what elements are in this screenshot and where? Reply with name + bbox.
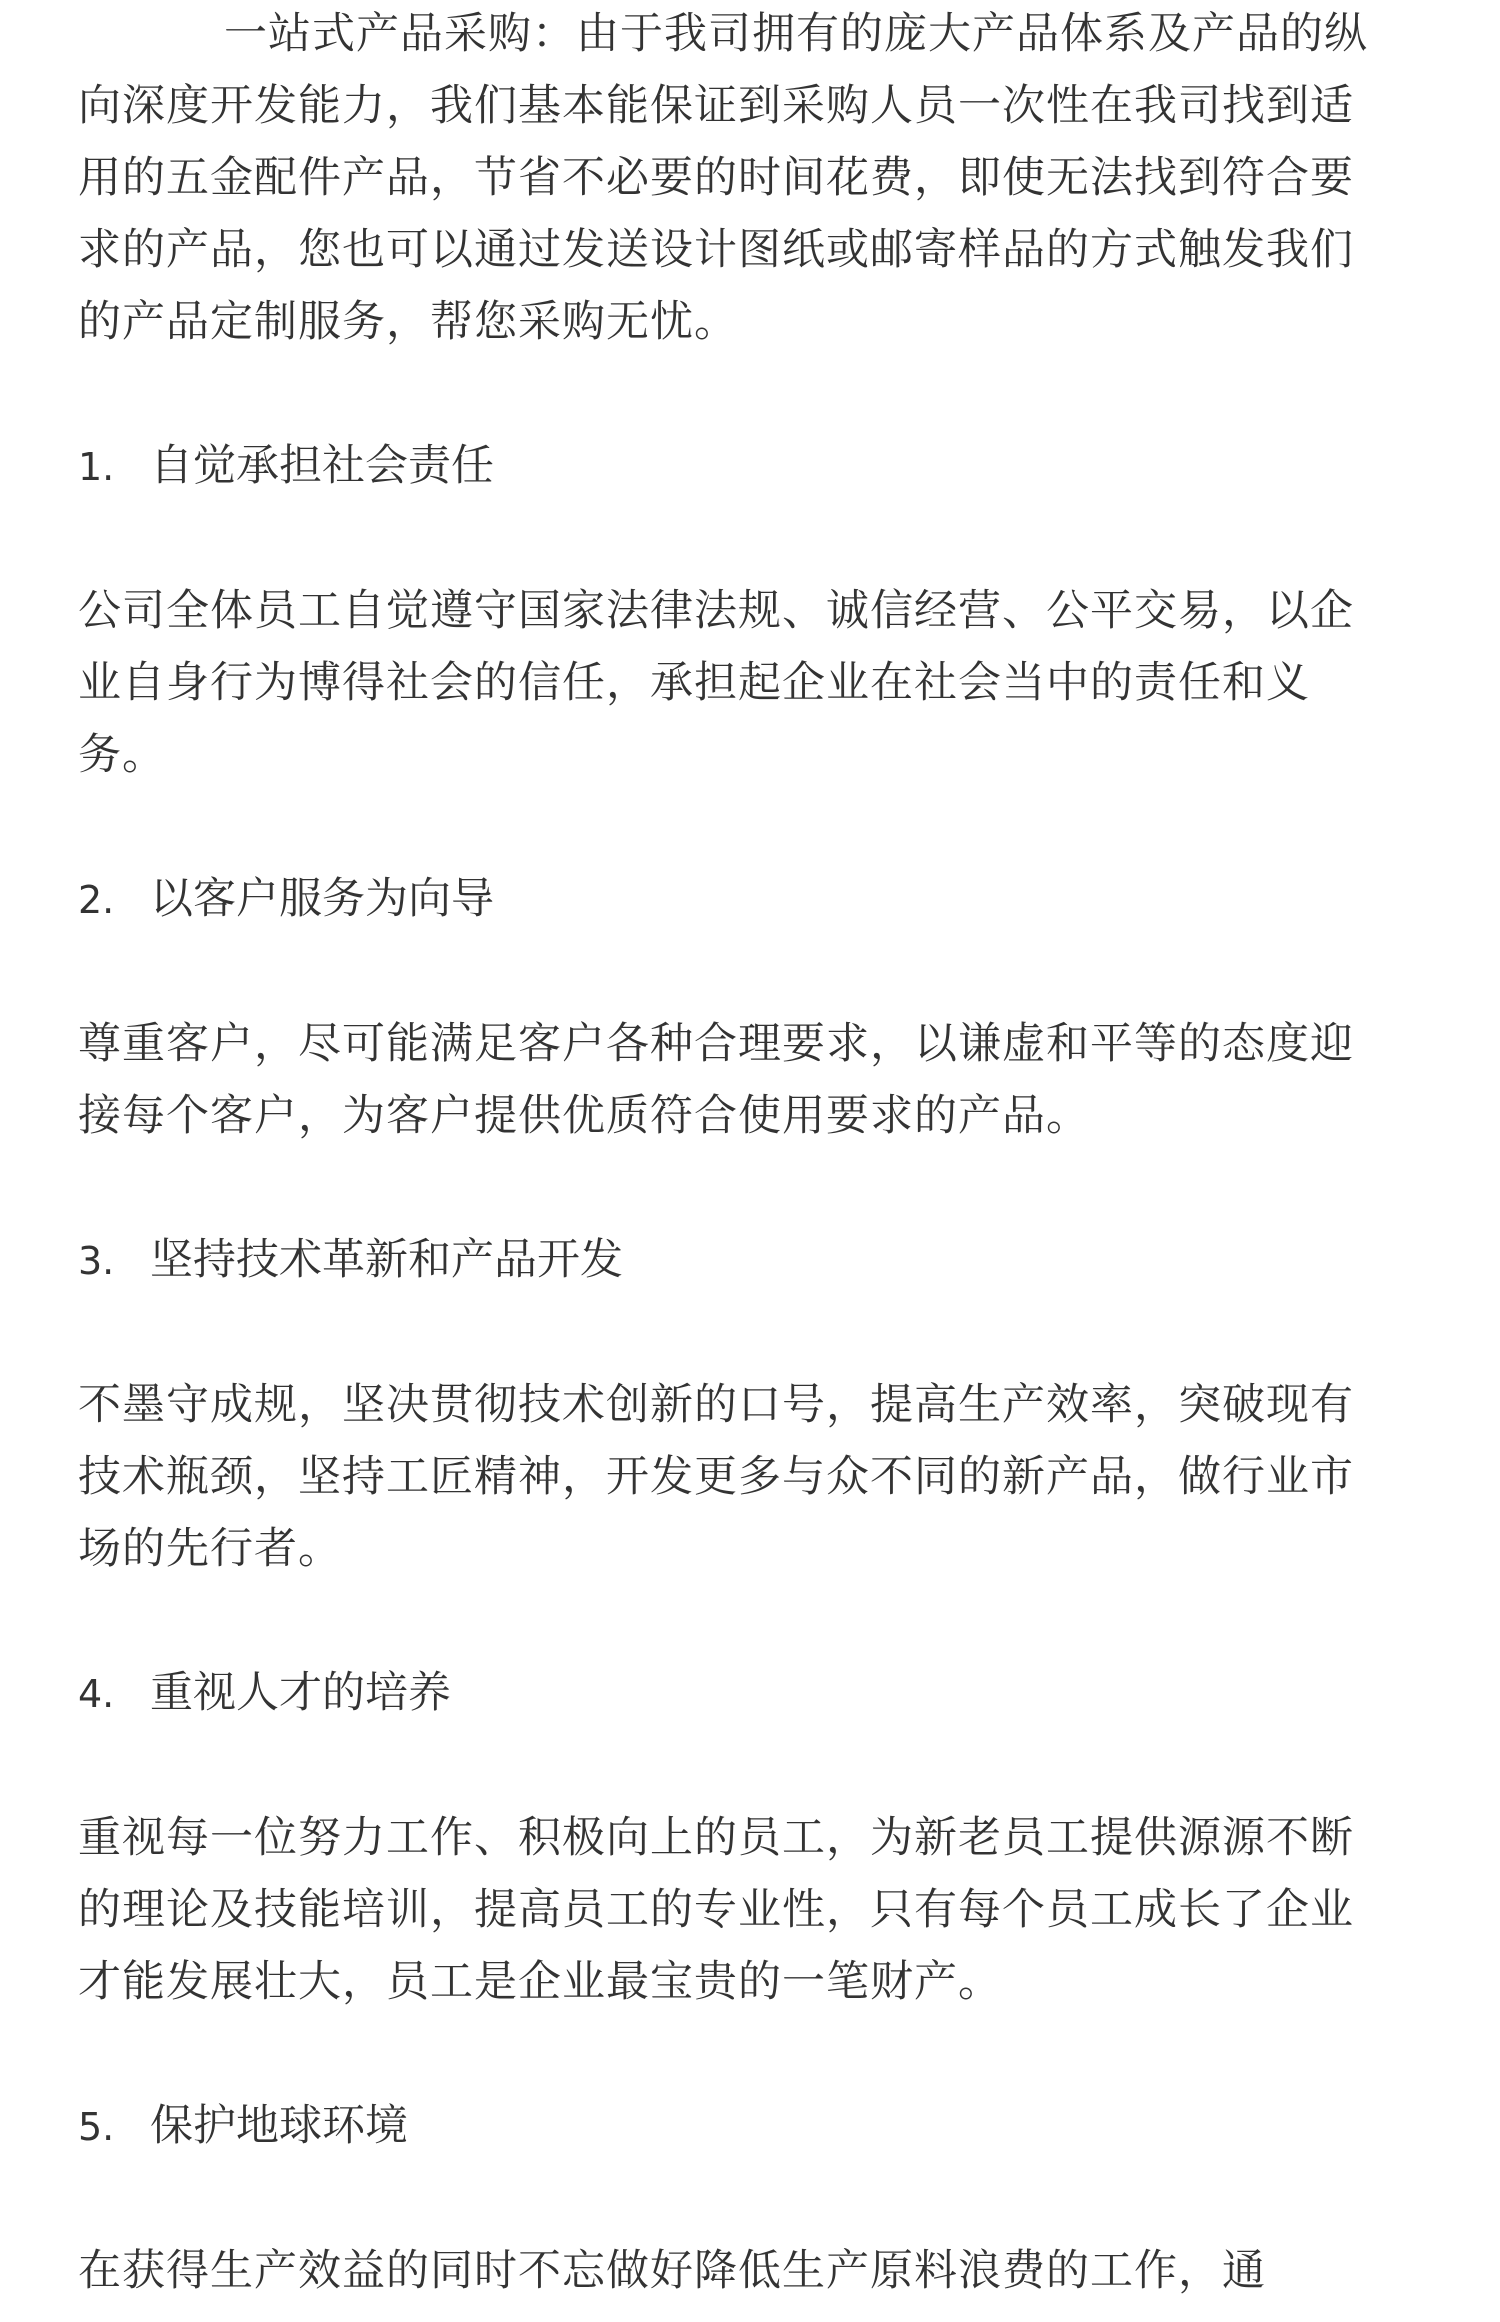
section-heading-5 [78, 2090, 1378, 2163]
section-number: 1. [78, 445, 115, 489]
section-number: 2. [78, 878, 115, 922]
section-body-3: 不墨守成规，坚决贯彻技术创新的口号，提高生产效率，突破现有技术瓶颈，坚持工匠精神，开发更多与众不同的新产品，做行业市场的先行者。 [78, 1380, 1354, 1574]
document-content [78, 0, 1378, 2307]
section-title: 重视人才的培养 [150, 1668, 451, 1718]
section-title: 自觉承担社会责任 [150, 441, 494, 491]
section-title: 保护地球环境 [150, 2101, 408, 2151]
section-number: 5. [78, 2105, 115, 2149]
section-heading-4 [78, 1657, 1378, 1730]
section-body-1: 公司全体员工自觉遵守国家法律法规、诚信经营、公平交易，以企业自身行为博得社会的信任，承担起企业在社会当中的责任和义务。 [78, 586, 1354, 780]
section-number: 3. [78, 1239, 115, 1283]
section-heading-2 [78, 863, 1378, 936]
section-heading-3 [78, 1224, 1378, 1297]
section-title: 坚持技术革新和产品开发 [150, 1235, 623, 1285]
section-number: 4. [78, 1672, 115, 1716]
intro-paragraph: 一站式产品采购：由于我司拥有的庞大产品体系及产品的纵向深度开发能力，我们基本能保证到采购人员一次性在我司找到适用的五金配件产品，节省不必要的时间花费，即使无法找到符合要求的产品，您也可以通过发送设计图纸或邮寄样品的方式触发我们的产品定制服务，帮您采购无忧。 [78, 9, 1368, 347]
section-body-2: 尊重客户，尽可能满足客户各种合理要求，以谦虚和平等的态度迎接每个客户，为客户提供优质符合使用要求的产品。 [78, 1019, 1354, 1141]
section-body-4: 重视每一位努力工作、积极向上的员工，为新老员工提供源源不断的理论及技能培训，提高员工的专业性，只有每个员工成长了企业才能发展壮大，员工是企业最宝贵的一笔财产。 [78, 1813, 1354, 2007]
section-body-5: 在获得生产效益的同时不忘做好降低生产原料浪费的工作，通 [78, 2246, 1266, 2296]
section-title: 以客户服务为向导 [150, 874, 494, 924]
section-heading-1 [78, 430, 1378, 503]
